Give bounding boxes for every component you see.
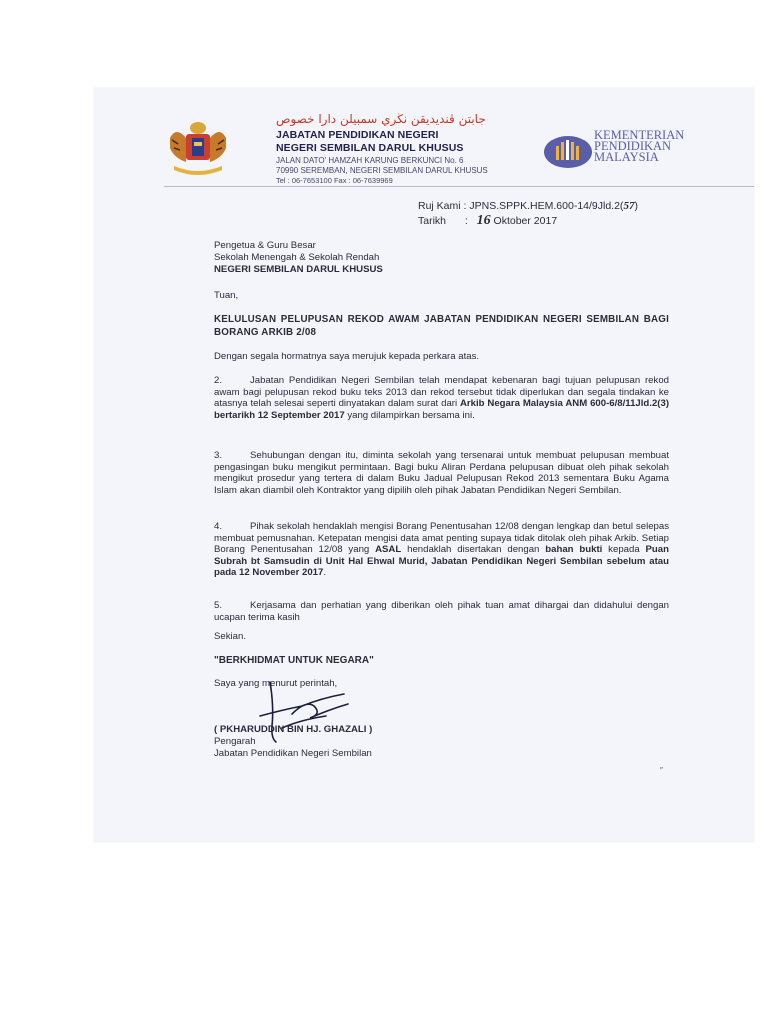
letterhead-divider — [164, 186, 754, 187]
recipient-line2: Sekolah Menengah & Sekolah Rendah — [214, 252, 380, 263]
recipient-line3: NEGERI SEMBILAN DARUL KHUSUS — [214, 264, 383, 275]
address-line1: JALAN DATO' HAMZAH KARUNG BERKUNCI No. 6 — [276, 156, 464, 165]
ministry-line1: KEMENTERIAN — [594, 128, 685, 142]
motto: "BERKHIDMAT UNTUK NEGARA" — [214, 655, 374, 666]
letter-subject: KELULUSAN PELUPUSAN REKOD AWAM JABATAN PENDIDIKAN NEGERI SEMBILAN BAGI BORANG ARKIB 2/08 — [214, 314, 669, 338]
department-name-line1: JABATAN PENDIDIKAN NEGERI — [276, 129, 439, 141]
paragraph-4: 4. Pihak sekolah hendaklah mengisi Borang Penentusahan 12/08 dengan lengkap dan betul selepas membuat pemusnahan. Ketepatan mengisi data amat penting supaya tidak ditolak oleh pihak Arkib. Setiap Borang Penentusahan 12/08 yang ASAL hendaklah disertakan dengan bahan bukti kepada Puan Subrah bt Samsudin di Unit Hal Ehwal Murid, Jabatan Pendidikan Negeri Sembilan sebelum atau pada 12 November 2017. — [214, 521, 669, 578]
reference-block — [418, 200, 638, 226]
letter-date: Tarikh : 16 Oktober 2017 — [418, 213, 558, 228]
signer-name: ( PKHARUDDIN BIN HJ. GHAZALI ) — [214, 724, 373, 735]
state-crest-icon — [164, 118, 232, 178]
reference-number: Ruj Kami : JPNS.SPPK.HEM.600-14/9Jld.2(57) — [418, 200, 638, 212]
signer-block — [214, 724, 669, 760]
department-name-line2: NEGERI SEMBILAN DARUL KHUSUS — [276, 142, 464, 154]
address-line2: 70990 SEREMBAN, NEGERI SEMBILAN DARUL KHUSUS — [276, 166, 488, 175]
handwritten-ref: 57 — [623, 200, 635, 212]
signer-department: Jabatan Pendidikan Negeri Sembilan — [214, 748, 372, 759]
recipient-block — [214, 240, 669, 276]
ministry-line2: PENDIDIKAN — [594, 139, 672, 153]
contact-line: Tel : 06-7653100 Fax : 06-7639969 — [276, 176, 393, 185]
page-mark: ″ — [660, 766, 663, 775]
ministry-name — [594, 130, 684, 163]
signer-title: Pengarah — [214, 736, 256, 747]
paragraph-2: 2. Jabatan Pendidikan Negeri Sembilan telah mendapat kebenaran bagi tujuan pelupusan rekod awam bagi pelupusan rekod buku teks 2013 dan rekod tersebut tidak diperlukan dan segala tindakan ke atasnya telah selesai seperti dinyatakan dalam surat dari Arkib Negara Malaysia ANM 600-6/8/11Jld.2(3) bertarikh 12 September 2017 yang dilampirkan bersama ini. — [214, 375, 670, 421]
handwritten-day: 16 — [476, 213, 491, 228]
paragraph-3: 3. Sehubungan dengan itu, diminta sekolah yang tersenarai untuk membuat pelupusan membuat pengasingan buku mengikut permintaan. Bagi buku Aliran Perdana pelupusan dibuat oleh pihak sekolah mengikut prosedur yang tertera di dalam Buku Jadual Pelupusan Rekod 2013 sementara Buku Agama Islam akan diambil oleh Kontraktor yang dipilih oleh pihak Jabatan Pendidikan Negeri Sembilan. — [214, 450, 669, 496]
salutation: Tuan, — [214, 290, 239, 301]
ministry-logo-icon — [542, 132, 594, 172]
letter-page — [94, 88, 754, 842]
paragraph-5: 5. Kerjasama dan perhatian yang diberikan oleh pihak tuan amat dihargai dan didahului dengan ucapan terima kasih — [214, 600, 669, 623]
jawi-heading: جابتن ڤنديديقن نڬري سمبيلن دارا خصوص — [276, 112, 486, 126]
yours-faithfully: Saya yang menurut perintah, — [214, 678, 338, 689]
opening-line: Dengan segala hormatnya saya merujuk kepada perkara atas. — [214, 351, 480, 362]
closing: Sekian. — [214, 631, 246, 642]
recipient-line1: Pengetua & Guru Besar — [214, 240, 316, 251]
ministry-line3: MALAYSIA — [594, 150, 659, 164]
